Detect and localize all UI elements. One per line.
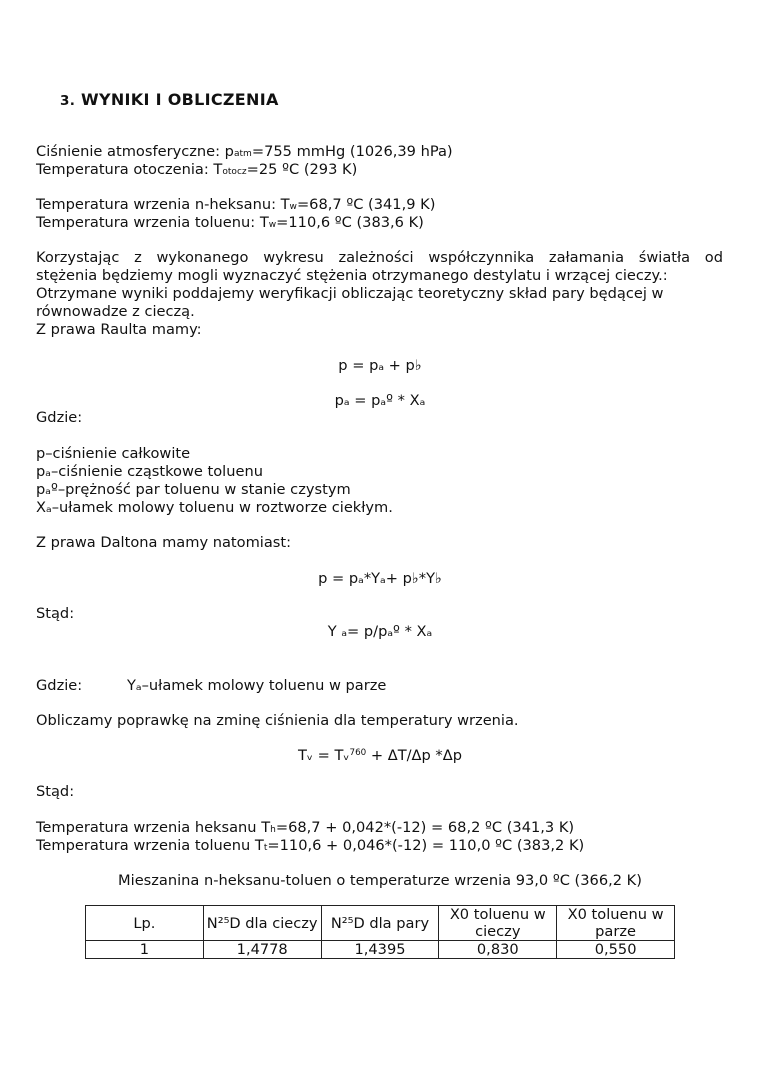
- atm-pressure-line: Ciśnienie atmosferyczne: patm=755 mmHg (1026,39 hPa): [36, 143, 453, 160]
- cell-lp: 1: [86, 941, 204, 959]
- header-lp: Lp.: [86, 906, 204, 941]
- raoult-intro: Z prawa Raulta mamy:: [36, 321, 202, 338]
- y-equation: Y ₐ= p/pₐº * Xₐ: [327, 623, 433, 640]
- dalton-equation: p = pₐ*Yₐ+ p♭*Y♭: [318, 570, 442, 587]
- definition-pa: pₐ–ciśnienie cząstkowe toluenu: [36, 463, 263, 480]
- intro-line-4: równowadze z cieczą.: [36, 303, 195, 320]
- cell-n-vapor: 1,4395: [321, 941, 439, 959]
- toluene-bp-line: Temperatura wrzenia toluenu: Tw=110,6 ºC (383,6 K): [36, 214, 424, 231]
- correction-equation: Tᵥ = Tᵥ$^{760}$ + ΔT/Δp *Δp: [298, 747, 462, 764]
- results-table: [85, 905, 675, 959]
- definition-xa: Xₐ–ułamek molowy toluenu w roztworze ciekłym.: [36, 499, 393, 516]
- hence-label-2: Stąd:: [36, 783, 75, 800]
- dalton-intro: Z prawa Daltona mamy natomiast:: [36, 534, 292, 551]
- section-heading: [60, 90, 279, 109]
- table-header-row: [86, 906, 675, 941]
- definition-ya: Yₐ–ułamek molowy toluenu w parze: [127, 677, 387, 694]
- header-x-vapor: X0 toluenu w parze: [557, 906, 675, 941]
- intro-line-1: Korzystając z wykonanego wykresu zależności współczynnika załamania światła od: [36, 249, 723, 266]
- header-x-liquid: X0 toluenu w cieczy: [439, 906, 557, 941]
- section-title: WYNIKI I OBLICZENIA: [81, 90, 279, 109]
- correction-intro: Obliczamy poprawkę na zminę ciśnienia dla temperatury wrzenia.: [36, 712, 519, 729]
- intro-line-3: Otrzymane wyniki poddajemy weryfikacji obliczając teoretyczny skład pary będącej w: [36, 285, 664, 302]
- definition-pa0: pₐº–prężność par toluenu w stanie czystym: [36, 481, 351, 498]
- cell-x-vapor: 0,550: [557, 941, 675, 959]
- hexane-bp-line: Temperatura wrzenia n-heksanu: Tw=68,7 ºC (341,9 K): [36, 196, 436, 213]
- table-caption: Mieszanina n-heksanu-toluen o temperaturze wrzenia 93,0 ºC (366,2 K): [118, 872, 642, 889]
- toluene-corrected-bp: Temperatura wrzenia toluenu Tt=110,6 + 0,046*(-12) = 110,0 ºC (383,2 K): [36, 837, 585, 854]
- definition-p: p–ciśnienie całkowite: [36, 445, 191, 462]
- header-n-vapor: N²⁵D dla pary: [321, 906, 439, 941]
- section-number: 3.: [60, 93, 76, 109]
- cell-n-liquid: 1,4778: [203, 941, 321, 959]
- hence-label-1: Stąd:: [36, 605, 75, 622]
- where-label-2: Gdzie:: [36, 677, 83, 694]
- raoult-equation-1: p = pₐ + p♭: [338, 357, 422, 374]
- cell-x-liquid: 0,830: [439, 941, 557, 959]
- raoult-equation-2: pₐ = pₐº * Xₐ: [334, 392, 426, 409]
- table-row: [86, 941, 675, 959]
- header-n-liquid: N²⁵D dla cieczy: [203, 906, 321, 941]
- ambient-temp-line: Temperatura otoczenia: Totocz=25 ºC (293 K): [36, 161, 358, 178]
- hexane-corrected-bp: Temperatura wrzenia heksanu Th=68,7 + 0,042*(-12) = 68,2 ºC (341,3 K): [36, 819, 575, 836]
- where-label-1: Gdzie:: [36, 409, 83, 426]
- intro-line-2: stężenia będziemy mogli wyznaczyć stężenia otrzymanego destylatu i wrzącej cieczy.:: [36, 267, 668, 284]
